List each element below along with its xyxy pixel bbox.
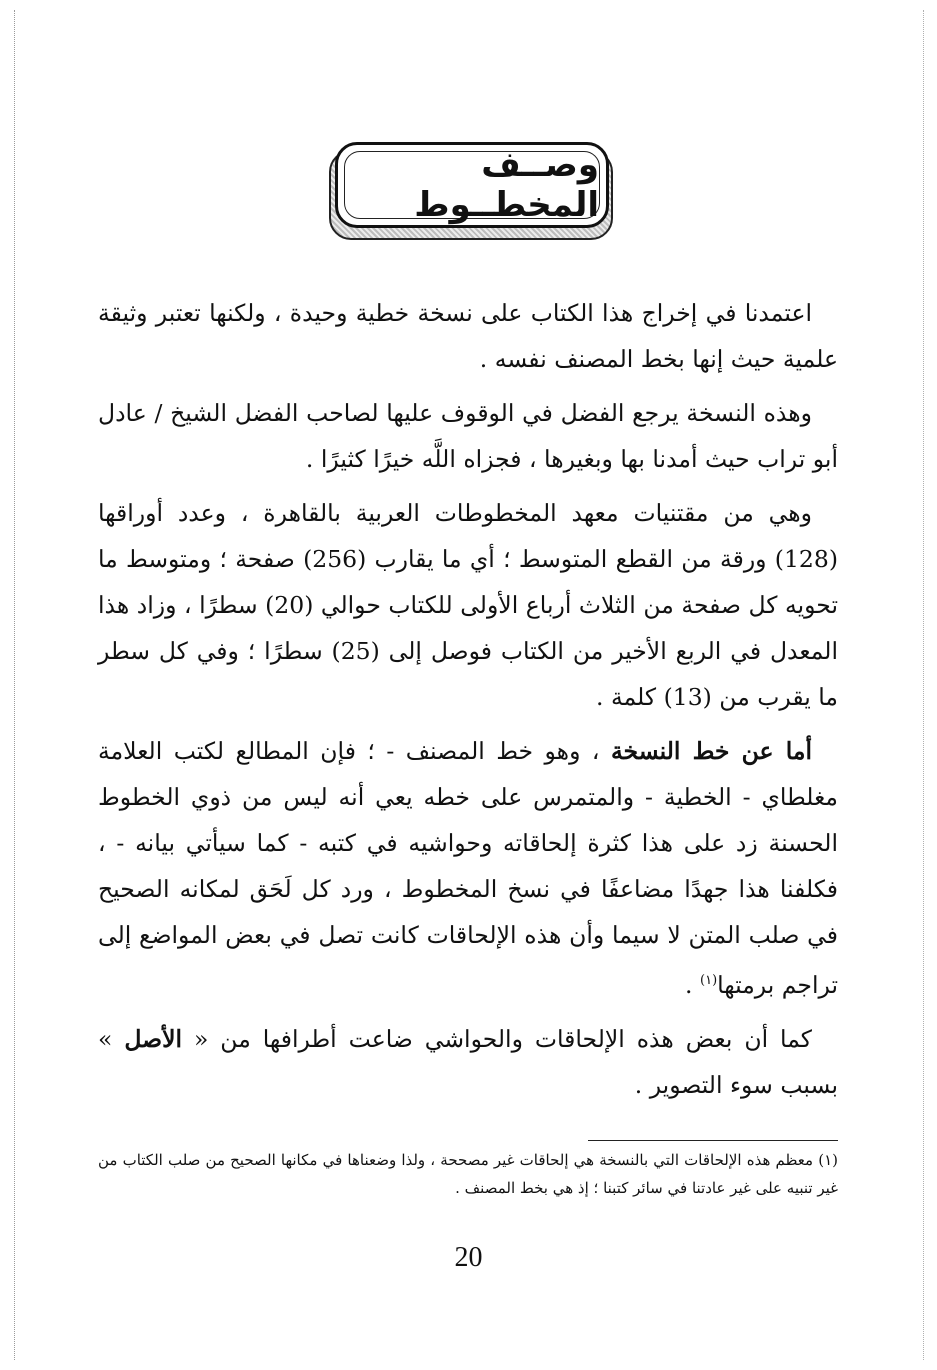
paragraph-3: وهي من مقتنيات معهد المخطوطات العربية بالقاهرة ، وعدد أوراقها (128) ورقة من القطع المتوسط ؛ أي ما يقارب (256) صفحة ؛ ومتوسط ما تحويه كل صفحة من الثلاث أرباع الأولى للكتاب حوالي (20) سطرًا ، وزاد هذا المعدل في الربع الأخير من الكتاب فوصل إلى (25) سطرًا ؛ وفي كل سطر ما يقرب من (13) كلمة . — [98, 499, 839, 711]
paragraph-5-text: كما أن بعض هذه الإلحاقات والحواشي ضاعت أطرافها من « — [193, 1024, 812, 1053]
paragraph-5 — [98, 1016, 838, 1108]
footnote — [98, 1146, 838, 1202]
paragraph-4-text: ، وهو خط المصنف - ؛ فإن المطالع لكتب العلامة مغلطاي - الخطية - والمتمرس على خطه يعي أنه ليس من ذوي الخطوط الحسنة زد على هذا كثرة إلحاقاته وحواشيه في كتبه - كما سيأتي بيانه - ، فكلفنا هذا جهدًا مضاعفًا في نسخ المخطوط ، ورد كل لَحَق لمكانه الصحيح في صلب المتن لا سيما وأن هذه الإلحاقات كانت تصل في بعض المواضع إلى تراجم برمتها — [98, 737, 838, 999]
footnote-text: معظم هذه الإلحاقات التي بالنسخة هي إلحاقات غير مصححة ، ولذا وضعناها في مكانها الصحيح من صلب الكتاب من غير تنبيه على غير عادتنا في سائر كتبنا ؛ إذ هي بخط المصنف . — [98, 1151, 838, 1197]
paragraph-4-lead: أما عن خط النسخة — [610, 737, 812, 765]
paragraph-2: وهذه النسخة يرجع الفضل في الوقوف عليها لصاحب الفضل الشيخ / عادل أبو تراب حيث أمدنا بها وبغيرها ، فجزاه اللَّه خيرًا كثيرًا . — [98, 399, 838, 473]
main-text — [98, 290, 838, 1108]
page-title: وصــف المخطــوط — [414, 145, 599, 225]
footnote-reference: (١) — [700, 973, 718, 988]
paragraph-4-tail: . — [685, 970, 700, 999]
paragraph-5-tail: » بسبب سوء التصوير . — [98, 1024, 838, 1099]
page-edge-right — [923, 10, 925, 1360]
paragraph-4 — [98, 728, 838, 1008]
title-cartouche — [325, 140, 615, 240]
title-cartouche-frame — [335, 142, 609, 228]
title-cartouche-inner — [344, 145, 600, 225]
footnote-marker: (١) — [818, 1151, 838, 1169]
paragraph-1: اعتمدنا في إخراج هذا الكتاب على نسخة خطية وحيدة ، ولكنها تعتبر وثيقة علمية حيث إنها بخط المصنف نفسه . — [98, 299, 838, 373]
page-number: 20 — [454, 1242, 483, 1273]
page-edge-left — [14, 10, 16, 1360]
footnote-separator — [588, 1140, 838, 1141]
paragraph-5-emphasis: الأصل — [124, 1024, 183, 1053]
